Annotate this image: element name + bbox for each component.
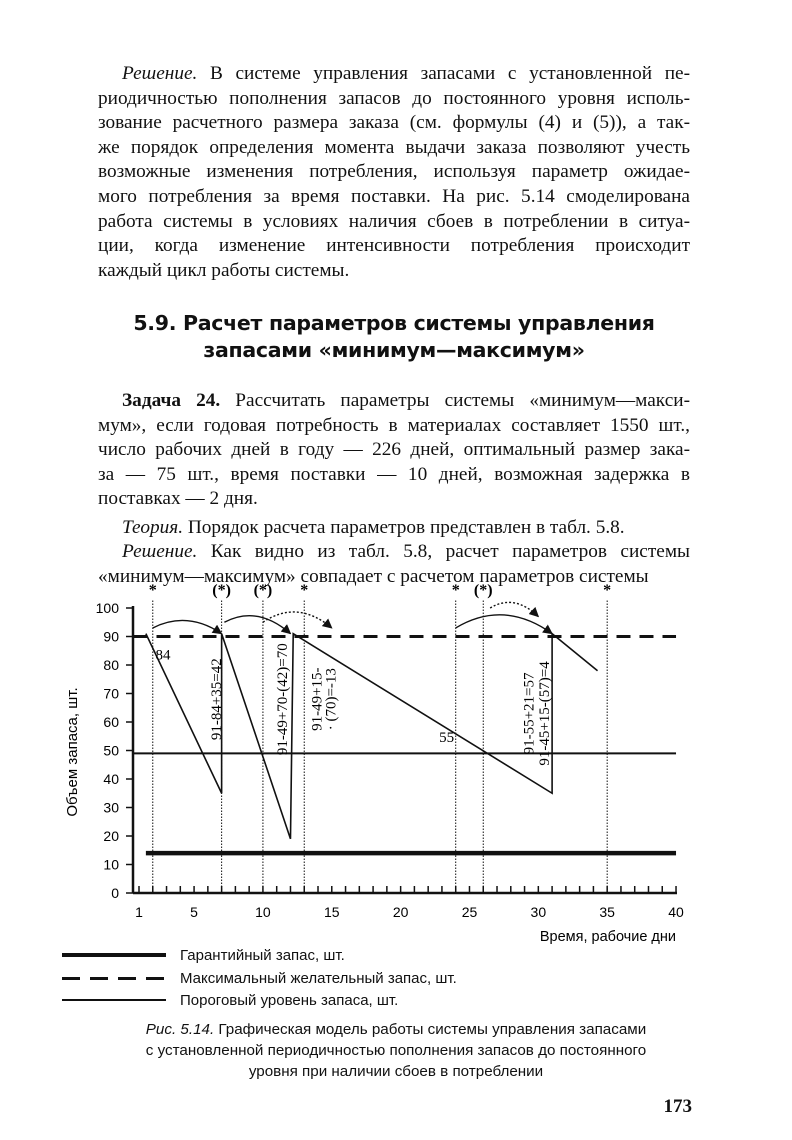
- x-tick-label: 15: [323, 904, 340, 920]
- chart-annotation: 91-45+15-(57)=4: [536, 661, 553, 766]
- heading-line-2: запасами «минимум—максимум»: [203, 338, 585, 362]
- legend-thick-line: [62, 953, 166, 957]
- y-tick-label: 30: [103, 799, 119, 816]
- chart-annotation: 91-49+15-: [309, 667, 326, 731]
- order-point-mark: *: [148, 582, 157, 600]
- lead-word: Решение.: [122, 63, 198, 84]
- order-point-mark: *: [603, 582, 612, 600]
- chart-annotation: 91-84+35=42: [209, 658, 226, 741]
- chart-annotation: · (70)=-13: [323, 668, 340, 731]
- caption-line-2: с установленной периодичностью пополнения запасов до постоянного: [145, 1042, 647, 1059]
- x-tick-label: 35: [599, 904, 615, 920]
- legend-label: Пороговый уровень запаса, шт.: [180, 991, 399, 1009]
- chart-annotation: 84: [155, 647, 171, 664]
- line-text: Рассчитать параметры системы «минимум—макси-: [220, 390, 690, 411]
- line-text: за — 75 шт., время поставки — 10 дней, возможная задержка в: [98, 463, 690, 485]
- x-tick-label: 1: [135, 904, 143, 920]
- line-text: возможные изменения потребления, используя параметр ожидае-: [98, 161, 690, 183]
- legend-dashed-line: [62, 977, 166, 980]
- lead-word: Решение.: [122, 541, 198, 562]
- y-tick-label: 20: [103, 828, 119, 844]
- order-arrow: [153, 620, 222, 633]
- y-tick-label: 0: [111, 885, 119, 901]
- y-tick-label: 10: [103, 856, 119, 873]
- order-arrow: [224, 616, 290, 634]
- x-tick-label: 5: [190, 904, 198, 920]
- line-text: поставках — 2 дня.: [98, 488, 258, 510]
- line-text: число рабочих дней в году — 226 дней, оптимальный размер зака-: [98, 439, 690, 461]
- lead-word: Задача 24.: [122, 390, 221, 411]
- legend-solid-line: [62, 999, 166, 1001]
- order-point-mark: (*): [253, 582, 273, 600]
- legend-item-guarantee: [62, 945, 345, 965]
- chart-annotation: 55: [439, 729, 455, 746]
- x-tick-label: 40: [668, 904, 684, 920]
- caption-lead: Рис. 5.14.: [145, 1021, 215, 1038]
- y-tick-label: 80: [103, 657, 119, 673]
- order-arrow: [456, 615, 552, 634]
- line-text: мого потребления за время поставки. На рис. 5.14 смоделирована: [98, 185, 690, 207]
- x-axis-label: Время, рабочие дни: [539, 929, 676, 945]
- y-tick-label: 60: [103, 714, 119, 730]
- x-tick-label: 10: [255, 904, 271, 920]
- y-tick-label: 50: [103, 742, 119, 759]
- order-point-mark: *: [451, 582, 460, 600]
- line-text: же порядок определения момента выдачи заказа позволяют учесть: [98, 136, 690, 158]
- line-text: Порядок расчета параметров представлен в табл. 5.8.: [183, 517, 625, 538]
- chart-annotation: 91-55+21=57: [521, 672, 538, 755]
- line-text: Как видно из табл. 5.8, расчет параметров системы: [197, 541, 690, 562]
- lead-word: Теория.: [122, 517, 184, 538]
- line-text: «минимум—максимум» совпадает с расчетом параметров системы: [98, 565, 649, 587]
- legend-label: Максимальный желательный запас, шт.: [180, 969, 457, 987]
- y-tick-label: 70: [103, 685, 119, 702]
- caption-line-3: уровня при наличии сбоев в потреблении: [248, 1063, 544, 1080]
- line-text: В системе управления запасами с установленной пе-: [197, 63, 690, 84]
- y-axis-label: Объем запаса, шт.: [64, 687, 81, 817]
- line-text: зование расчетного размера заказа (см. формулы (4) и (5)), а так-: [98, 112, 690, 134]
- line-text: работа системы в условиях наличия сбоев в потреблении в ситуа-: [98, 210, 690, 232]
- line-text: ции, когда изменение интенсивности потребления происходит: [98, 235, 690, 257]
- y-tick-label: 100: [95, 600, 119, 616]
- legend-item-threshold: [62, 990, 398, 1010]
- order-arrow: [263, 612, 332, 628]
- x-tick-label: 30: [530, 904, 547, 920]
- heading-line-1: 5.9. Расчет параметров системы управления: [133, 311, 655, 335]
- order-point-mark: (*): [212, 582, 231, 600]
- order-point-mark: (*): [473, 582, 493, 600]
- figure-caption: [60, 1019, 732, 1082]
- legend-item-max: [62, 968, 457, 988]
- y-tick-label: 40: [103, 771, 119, 787]
- caption-line-1: Графическая модель работы системы управления запасами: [214, 1021, 647, 1038]
- page-number: 173: [663, 1096, 692, 1117]
- x-tick-label: 20: [392, 904, 409, 920]
- y-tick-label: 90: [103, 628, 119, 645]
- line-text: риодичностью пополнения запасов до постоянного уровня исполь-: [98, 87, 690, 109]
- legend-label: Гарантийный запас, шт.: [180, 946, 345, 964]
- chart-annotation: 91-49+70-(42)=70: [275, 643, 292, 756]
- order-point-mark: *: [300, 582, 309, 600]
- x-tick-label: 25: [461, 904, 478, 920]
- line-text: мум», если годовая потребность в материалах составляет 1550 шт.,: [98, 414, 690, 436]
- line-text: каждый цикл работы системы.: [98, 259, 350, 281]
